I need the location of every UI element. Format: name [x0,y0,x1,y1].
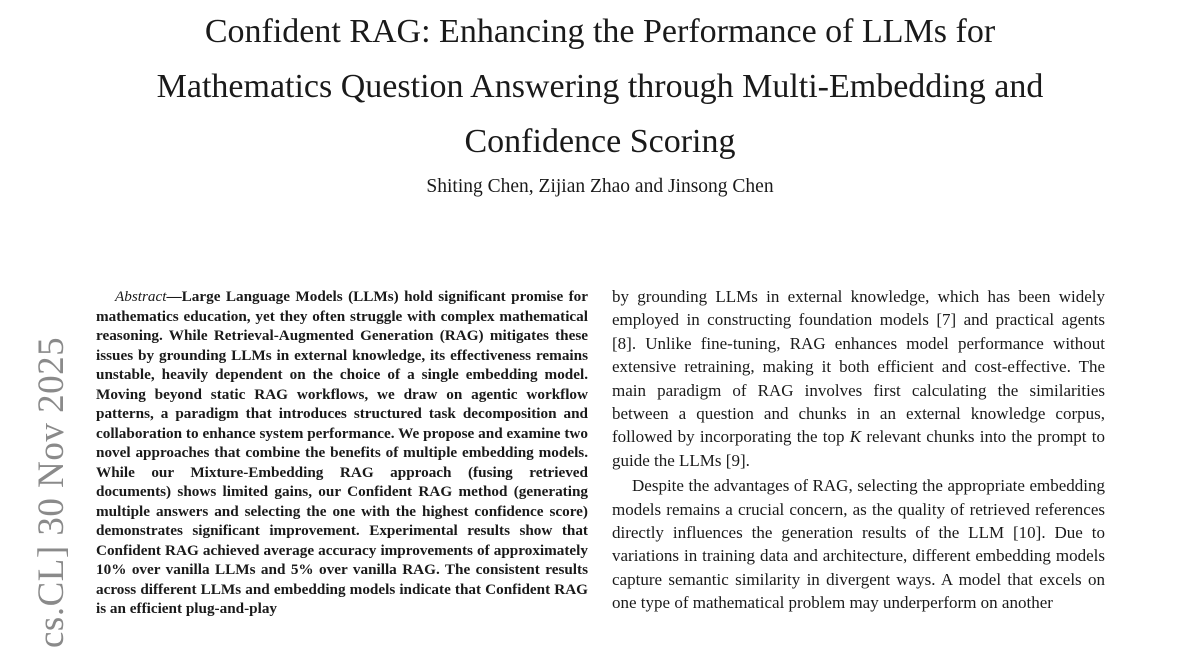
author-list: Shiting Chen, Zijian Zhao and Jinsong Chen [426,176,774,197]
body-paragraph-2: Despite the advantages of RAG, selecting the appropriate embedding models remains a crucial concern, as the quality of retrieved references directly influences the generation results of the LLM [10]. Due to variations in training data and architecture, different embedding models capture semantic similarity in divergent ways. A model that excels on one type of mathematical problem may underperform on another [612,476,1105,613]
title-line-3: Confidence Scoring [464,123,736,160]
body-p1-variable-k: K [849,427,862,447]
abstract-dash: — [166,288,182,305]
title-line-1: Confident RAG: Enhancing the Performance of LLMs for [204,13,996,50]
abstract-label: Abstract [115,288,167,305]
body-paragraph-1 [612,285,1105,472]
body-p1-text-a: by grounding LLMs in external knowledge, which has been widely employed in constructing foundation models [7] and practical agents [8]. Unlike fine-tuning, RAG enhances model performance without extensive retraining, making it both efficient and cost-effective. The main paradigm of RAG involves first calculating the similarities between a question and chunks in an external knowledge corpus, followed by incorporating the top [612,287,1105,447]
body-p1-text-b: relevant chunks into the prompt to guide the LLMs [9]. [612,427,1105,470]
abstract [96,287,588,619]
title-line-2: Mathematics Question Answering through Multi-Embedding and [156,68,1044,105]
abstract-text: Large Language Models (LLMs) hold significant promise for mathematics education, yet they often struggle with complex mathematical reasoning. While Retrieval-Augmented Generation (RAG) mitigates these issues by grounding LLMs in external knowledge, its effectiveness remains unstable, heavily dependent on the choice of a single embedding model. Moving beyond static RAG workflows, we draw on agentic workflow patterns, a paradigm that introduces structured task decomposition and collaboration to enhance system performance. We propose and examine two novel approaches that combine the benefits of multiple embedding models. While our Mixture-Embedding RAG approach (fusing retrieved documents) shows limited gains, our Confident RAG method (generating multiple answers and selecting the one with the highest confidence score) demonstrates significant improvement. Experimental results show that Confident RAG achieved average accuracy improvements of approximately 10% over vanilla LLMs and 5% over vanilla RAG. The consistent results across different LLMs and embedding models indicate that Confident RAG is an efficient plug-and-play [96,288,588,617]
body-column-right [612,285,1105,615]
paper-title [0,4,1200,169]
arxiv-watermark: cs.CL] 30 Nov 2025 [31,336,72,648]
